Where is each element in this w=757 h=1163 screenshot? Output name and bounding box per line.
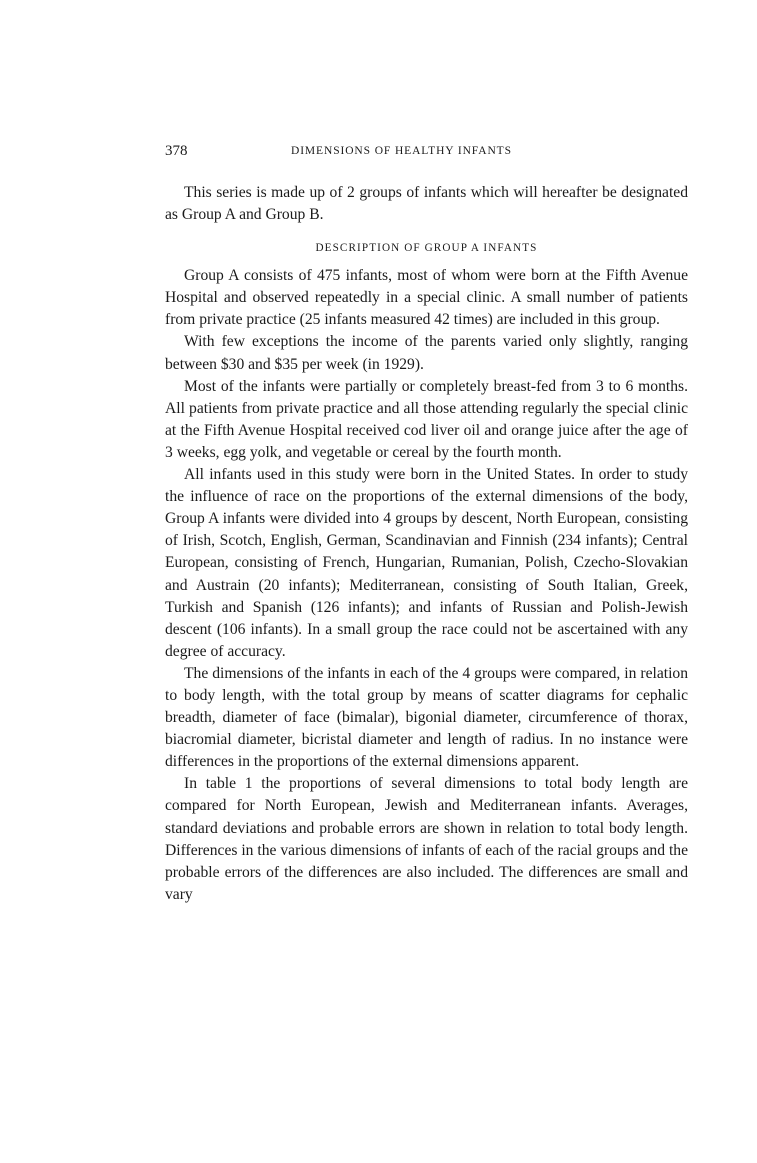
paragraph-race-groups: All infants used in this study were born in the United States. In order to study the influence of race on the proportions of the external dimensions of the body, Group A infants were divided into 4 groups by descent, North European, consisting of Irish, Scotch, English, German, Scandinavian and Finnish (234 infants); Central European, consisting of French, Hungarian, Rumanian, Polish, Czecho-Slovakian and Austrain (20 infants); Mediterranean, consisting of South Italian, Greek, Turkish and Spanish (126 infants); and infants of Russian and Polish-Jewish descent (106 infants). In a small group the race could not be ascertained with any degree of accuracy. xyxy=(165,466,688,660)
paragraph-table-1: In table 1 the proportions of several dimensions to total body length are compared for North European, Jewish and Mediterranean infants. Averages, standard deviations and probable errors are shown in relation to total body length. Differences in the various dimensions of infants of each of the racial groups and the probable errors of the differences are also included. The differences are small and vary xyxy=(165,775,688,903)
paragraph-dimensions: The dimensions of the infants in each of the 4 groups were compared, in relation to body length, with the total group by means of scatter diagrams for cephalic breadth, diameter of face (bimalar), bigonial diameter, circumference of thorax, biacromial diameter, bicristal diameter and length of radius. In no instance were differences in the proportions of the external dimensions apparent. xyxy=(165,664,688,771)
running-head xyxy=(165,143,688,165)
page-number: 378 xyxy=(165,143,188,159)
paragraph-feeding: Most of the infants were partially or completely breast-fed from 3 to 6 months. All patients from private practice and all those attending regularly the special clinic at the Fifth Avenue Hospital received cod liver oil and orange juice after the age of 3 weeks, egg yolk, and vegetable or cereal by the fourth month. xyxy=(165,377,688,461)
book-page xyxy=(165,143,688,906)
running-title: DIMENSIONS OF HEALTHY INFANTS xyxy=(291,145,512,157)
intro-paragraph: This series is made up of 2 groups of infants which will hereafter be designated as Group A and Group B. xyxy=(165,184,688,224)
body-text xyxy=(165,182,688,906)
paragraph-income: With few exceptions the income of the parents varied only slightly, ranging between $30 and $35 per week (in 1929). xyxy=(165,333,688,373)
section-heading: DESCRIPTION OF GROUP A INFANTS xyxy=(315,242,538,255)
paragraph-group-a: Group A consists of 475 infants, most of whom were born at the Fifth Avenue Hospital and observed repeatedly in a special clinic. A small number of patients from private practice (25 infants measured 42 times) are included in this group. xyxy=(165,267,688,329)
